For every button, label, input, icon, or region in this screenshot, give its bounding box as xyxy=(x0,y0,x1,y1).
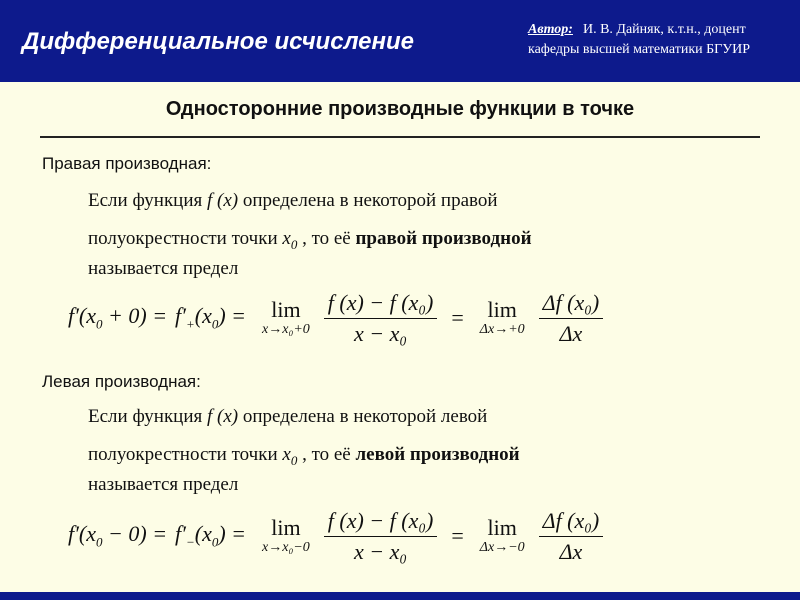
delta-quotient: $\frac{\text{Δf (x₀)}}{\Delta x}$ xyxy=(539,290,604,347)
left-definition-line2: полуокрестности точки $x_0$ , то её левой производной xyxy=(88,444,520,468)
limit-operator-delta: lim Δx→−0 xyxy=(479,515,525,555)
left-definition-line3: называется предел xyxy=(88,474,239,495)
title-divider xyxy=(40,136,760,138)
delta-quotient: $\frac{\text{Δf (x₀)}}{\Delta x}$ xyxy=(539,508,604,565)
difference-quotient: $\frac{\text{f (x) − f (x₀)}}{\text{x − x₀}}$ xyxy=(324,290,438,347)
header-bar xyxy=(0,0,800,82)
slide-title: Односторонние производные функции в точке xyxy=(165,98,635,120)
fx-symbol: f (x) xyxy=(207,190,239,211)
right-derivative-term: правой производной xyxy=(355,228,532,249)
difference-quotient: $\frac{\text{f (x) − f (x₀)}}{\text{x − x₀}}$ xyxy=(324,508,438,565)
left-derivative-formula: $f'(x_0 - 0)$ = $f'_-(x_0)$ = lim x→x₀−0 $\frac{\text{f (x) − f (x₀)}}{\text{x − x₀}}$ = lim Δx→−0 $\frac{\text{Δf (x₀)}}{\Delta x}$ xyxy=(68,496,609,576)
author-line2: кафедры высшей математики БГУИР xyxy=(528,42,751,57)
left-derivative-heading: Левая производная: xyxy=(42,372,201,391)
x0-symbol: $x_0$ xyxy=(282,444,298,468)
right-definition-line2: полуокрестности точки $x_0$ , то её правой производной xyxy=(88,228,532,252)
course-title: Дифференциальное исчисление xyxy=(22,28,415,55)
fx-symbol: f (x) xyxy=(207,406,239,427)
author-line1: И. В. Дайняк, к.т.н., доцент xyxy=(582,22,746,37)
author-label: Автор: xyxy=(528,22,573,37)
right-derivative-formula: $f'(x_0 + 0)$ = $f'_+(x_0)$ = lim x→x₀+0 $\frac{\text{f (x) − f (x₀)}}{\text{x − x₀}}$ = lim Δx→+0 $\frac{\text{Δf (x₀)}}{\Delta x}$ xyxy=(68,278,609,358)
right-derivative-heading: Правая производная: xyxy=(42,154,212,173)
footer-bar xyxy=(0,592,800,600)
left-definition-line1: Если функция f (x) определена в некоторой левой xyxy=(88,406,488,427)
limit-operator-delta: lim Δx→+0 xyxy=(479,297,525,337)
left-derivative-term: левой производной xyxy=(355,444,520,465)
limit-operator: lim x→x₀+0 xyxy=(262,297,310,337)
author-info xyxy=(528,20,790,60)
right-definition-line3: называется предел xyxy=(88,258,239,279)
x0-symbol: $x_0$ xyxy=(282,228,298,252)
limit-operator: lim x→x₀−0 xyxy=(262,515,310,555)
right-definition-line1: Если функция f (x) определена в некоторой правой xyxy=(88,190,498,211)
